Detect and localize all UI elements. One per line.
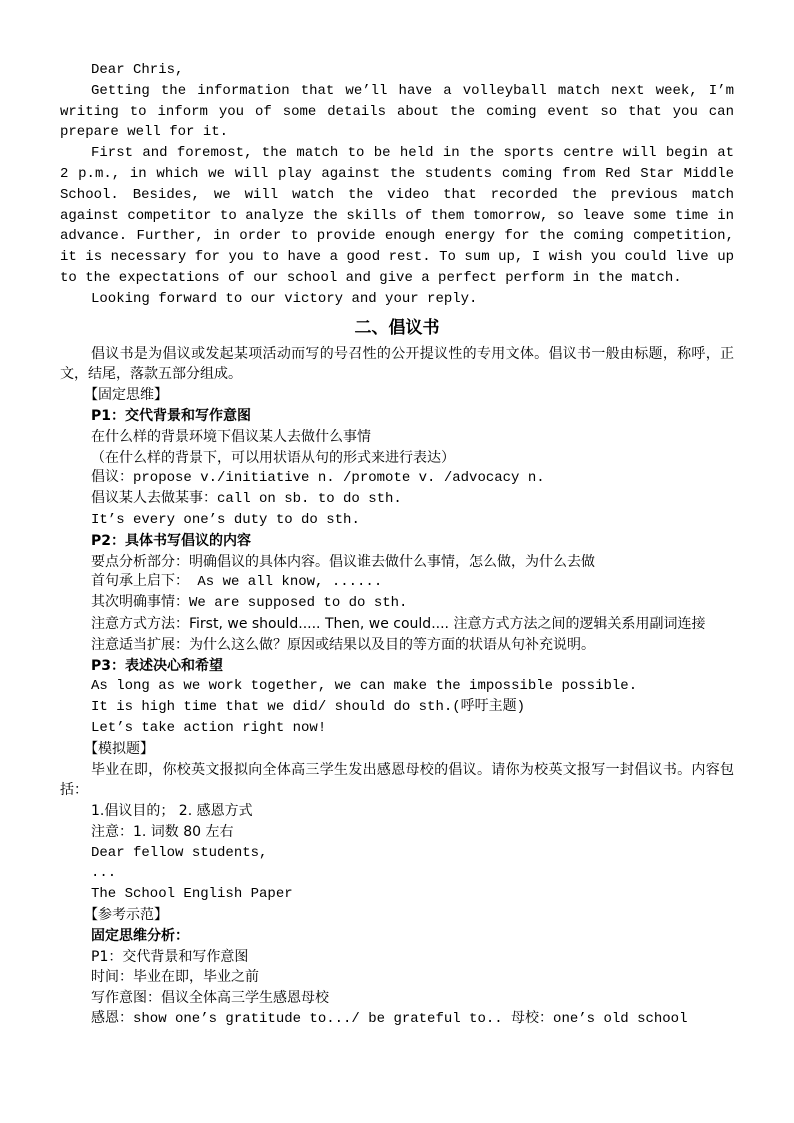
letter-paragraph-2: First and foremost, the match to be held in the sports centre will begin at 2 p.m., in which we will play against the students coming from Red Star Middle School. Besides, we will watch the video that recorded the previous match against competitor to analyze the skills of them tomorrow, so leave some time in advance. Further, in order to provide enough energy for the coming competition, it is necessary for you to have a good rest. To sum up, I wish you could live up to the expectations of our school and give a perfect perform in the match. bbox=[60, 145, 743, 286]
reference-line: 感恩：show one’s gratitude to.../ be grateful to.. 母校：one’s old school bbox=[91, 1011, 688, 1028]
mock-tag: 【模拟题】 bbox=[84, 740, 154, 757]
p2-line: 其次明确事情：We are supposed to do sth. bbox=[91, 595, 408, 612]
p1-line: It’s every one’s duty to do sth. bbox=[91, 511, 360, 528]
p1-line: （在什么样的背景下，可以用状语从句的形式来进行表达） bbox=[91, 449, 455, 466]
intro-paragraph: 倡议书是为倡议或发起某项活动而写的号召性的公开提议性的专用文体。倡议书一般由标题，称呼，正文，结尾，落款五部分组成。 bbox=[60, 345, 734, 383]
p3-line: As long as we work together, we can make the impossible possible. bbox=[91, 678, 638, 695]
reference-line: 写作意图：倡议全体高三学生感恩母校 bbox=[91, 990, 329, 1007]
p2-line: 注意适当扩展：为什么这么做？原因或结果以及目的等方面的状语从句补充说明。 bbox=[91, 636, 595, 653]
mock-line: 1.倡议目的； 2. 感恩方式 bbox=[91, 803, 253, 820]
fixed-thinking-tag: 【固定思维】 bbox=[84, 387, 168, 404]
p2-line: 要点分析部分：明确倡议的具体内容。倡议谁去做什么事情，怎么做，为什么去做 bbox=[91, 553, 595, 570]
p3-title: P3：表述决心和希望 bbox=[91, 657, 224, 674]
letter-paragraph-1: Getting the information that we’ll have a volleyball match next week, I’m writing to inform you of some details about the coming event so that you can prepare well for it. bbox=[60, 82, 743, 141]
reference-line: P1：交代背景和写作意图 bbox=[91, 948, 249, 965]
mock-task: 毕业在即，你校英文报拟向全体高三学生发出感恩母校的倡议。请你为校英文报写一封倡议书。内容包括： bbox=[60, 761, 734, 799]
p2-title: P2：具体书写倡议的内容 bbox=[91, 532, 252, 549]
p1-title: P1：交代背景和写作意图 bbox=[91, 407, 252, 424]
p1-line: 倡议某人去做某事：call on sb. to do sth. bbox=[91, 491, 402, 508]
p3-line: It is high time that we did/ should do sth.(呼吁主题) bbox=[91, 699, 526, 716]
p2-line: 注意方式方法：First, we should..... Then, we could.... 注意方式方法之间的逻辑关系用副词连接 bbox=[91, 615, 706, 632]
letter-closing: Looking forward to our victory and your reply. bbox=[91, 290, 478, 307]
section-title: 二、倡议书 bbox=[354, 317, 440, 338]
mock-line: The School English Paper bbox=[91, 886, 293, 903]
document-page bbox=[60, 60, 743, 1030]
analysis-title: 固定思维分析： bbox=[91, 927, 189, 944]
letter-salutation: Dear Chris, bbox=[91, 62, 184, 78]
reference-line: 时间：毕业在即，毕业之前 bbox=[91, 969, 259, 986]
p2-line: 首句承上启下： As we all know, ...... bbox=[91, 574, 383, 591]
p1-line: 倡议：propose v./initiative n. /promote v. /advocacy n. bbox=[91, 470, 545, 487]
mock-line: 注意：1. 词数 80 左右 bbox=[91, 823, 234, 840]
mock-line: ... bbox=[91, 865, 117, 882]
reference-tag: 【参考示范】 bbox=[84, 907, 168, 924]
mock-line: Dear fellow students, bbox=[91, 844, 268, 861]
p3-line: Let’s take action right now! bbox=[91, 719, 327, 736]
p1-line: 在什么样的背景环境下倡议某人去做什么事情 bbox=[91, 428, 371, 445]
